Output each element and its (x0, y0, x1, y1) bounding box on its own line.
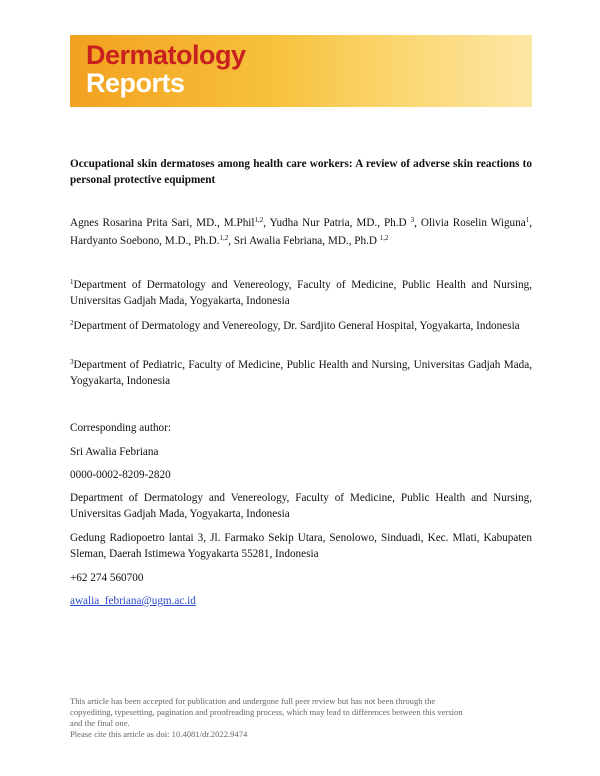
affiliation-number: 3 (70, 358, 74, 366)
author-separator: , (414, 217, 421, 229)
journal-name-line2: Reports (86, 68, 185, 98)
corresponding-address: Gedung Radiopoetro lantai 3, Jl. Farmako Sekip Utara, Senolowo, Sinduadi, Kec. Mlati, Kabupaten Sleman, Daerah Istimewa Yogyakarta 55281, Indonesia (70, 532, 532, 560)
author-name: Sri Awalia Febriana, MD., Ph.D (233, 235, 380, 247)
acceptance-notice-line: copyediting, typesetting, pagination and proofreading process, which may lead to differences between this version (70, 707, 463, 717)
affiliation-number: 2 (70, 319, 74, 327)
article-title: Occupational skin dermatoses among health care workers: A review of adverse skin reactions to personal protective equipment (70, 158, 532, 186)
affiliation-text: Department of Dermatology and Venereology, Faculty of Medicine, Public Health and Nursing, Universitas Gadjah Mada, Yogyakarta, Indonesia (70, 279, 532, 307)
doi-citation: Please cite this article as doi: 10.4081/dr.2022.9474 (70, 729, 248, 739)
affiliation-text: Department of Dermatology and Venereology, Dr. Sardjito General Hospital, Yogyakarta, Indonesia (73, 320, 520, 332)
author-name: Olivia Roselin Wiguna (420, 217, 526, 229)
author-name: Agnes Rosarina Prita Sari, MD., M.Phil (70, 217, 255, 229)
author-affiliation-sup: 1,2 (379, 234, 389, 242)
author-name: Yudha Nur Patria, MD., Ph.D (269, 217, 411, 229)
author-name: Hardyanto Soebono, M.D., Ph.D. (70, 235, 220, 247)
corresponding-phone: +62 274 560700 (70, 572, 144, 584)
acceptance-notice (70, 696, 532, 740)
acceptance-notice-line: and the final one. (70, 718, 130, 728)
affiliation-1 (70, 277, 532, 309)
affiliation-text: Department of Pediatric, Faculty of Medicine, Public Health and Nursing, Universitas Gadjah Mada, Yogyakarta, Indonesia (70, 359, 532, 387)
corresponding-department: Department of Dermatology and Venereology, Faculty of Medicine, Public Health and Nursing, Universitas Gadjah Mada, Yogyakarta, Indonesia (70, 492, 532, 520)
author-affiliation-sup: 1,2 (219, 234, 229, 242)
corresponding-label: Corresponding author: (70, 422, 171, 434)
author-separator: , (263, 217, 270, 229)
corresponding-orcid: 0000-0002-8209-2820 (70, 469, 171, 481)
author-list (70, 214, 532, 250)
affiliation-3 (70, 357, 532, 389)
journal-logo (86, 41, 246, 97)
author-affiliation-sup: 1,2 (254, 216, 264, 224)
journal-banner (70, 35, 532, 107)
author-affiliation-sup: 3 (410, 216, 415, 224)
corresponding-name: Sri Awalia Febriana (70, 446, 159, 458)
acceptance-notice-line: This article has been accepted for publication and undergone full peer review but has not been through the (70, 696, 436, 706)
author-separator: , (228, 235, 234, 247)
author-separator: , (529, 217, 533, 229)
journal-name-line1: Dermatology (86, 40, 246, 70)
affiliation-2 (70, 318, 532, 334)
author-affiliation-sup: 1 (525, 216, 530, 224)
affiliation-number: 1 (70, 278, 74, 286)
corresponding-email-link[interactable]: awalia_febriana@ugm.ac.id (70, 595, 196, 607)
corresponding-email-row (70, 593, 532, 609)
